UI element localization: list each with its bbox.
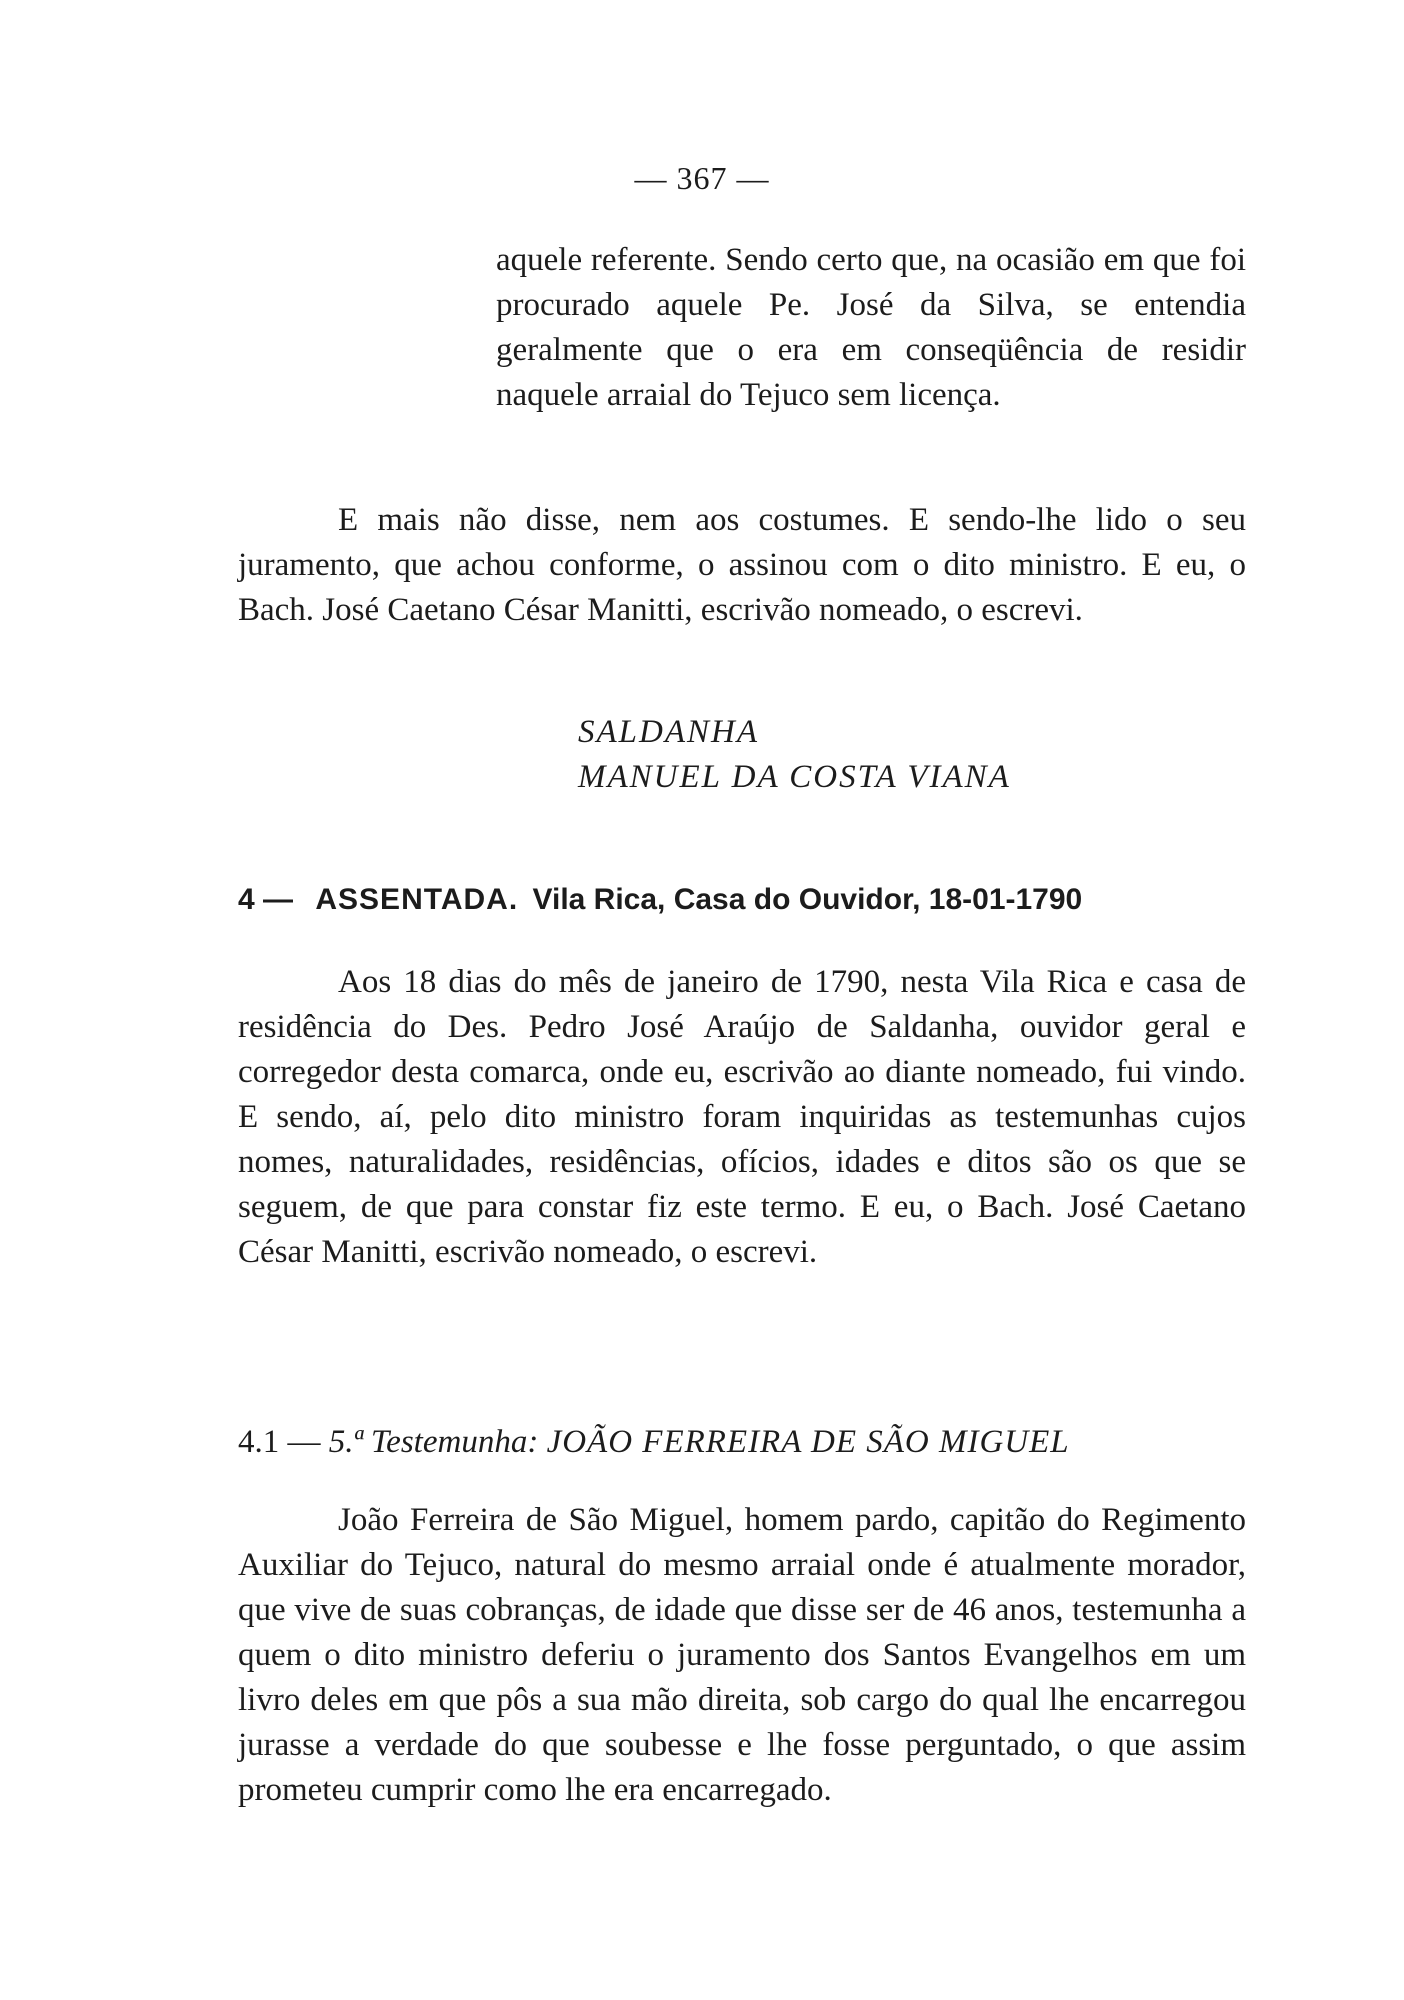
section-heading	[238, 880, 1246, 920]
witness-name: JOÃO FERREIRA DE SÃO MIGUEL	[546, 1424, 1070, 1460]
section-number: 4 —	[238, 883, 294, 916]
quote-continuation-text: aquele referente. Sendo certo que, na ocasião em que foi procurado aquele Pe. José da Silva, se entendia geralmente que o era em conseqüência de residir naquele arraial do Tejuco sem licença.	[496, 242, 1246, 413]
witness-ordinal: 5.ª	[328, 1424, 363, 1460]
assentada-paragraph	[238, 960, 1246, 1275]
signature-manuel-da-costa-viana: MANUEL DA COSTA VIANA	[578, 759, 1011, 795]
witness-number: 4.1 —	[238, 1424, 321, 1460]
witness-label: Testemunha:	[370, 1424, 539, 1460]
assentada-paragraph-text: Aos 18 dias do mês de janeiro de 1790, nesta Vila Rica e casa de residência do Des. Pedro José Araújo de Saldanha, ouvidor geral e corregedor desta comarca, onde eu, escrivão ao diante nomeado, fui vindo. E sendo, aí, pelo dito ministro foram inquiridas as testemunhas cujos nomes, naturalidades, residências, ofícios, idades e ditos são os que se seguem, de que para constar fiz este termo. E eu, o Bach. José Caetano César Manitti, escrivão nomeado, o escrevi.	[238, 964, 1246, 1270]
witness-heading	[238, 1420, 1246, 1465]
closing-paragraph-text: E mais não disse, nem aos costumes. E sendo-lhe lido o seu juramento, que achou conforme, o assinou com o dito ministro. E eu, o Bach. José Caetano César Manitti, escrivão nomeado, o escrevi.	[238, 502, 1246, 628]
signature-saldanha: SALDANHA	[578, 714, 759, 750]
page-number: — 367 —	[634, 160, 770, 196]
section-title: ASSENTADA.	[315, 883, 519, 916]
section-place-date: Vila Rica, Casa do Ouvidor, 18-01-1790	[532, 883, 1083, 916]
signatures	[578, 710, 1011, 800]
witness-paragraph	[238, 1498, 1246, 1813]
witness-paragraph-text: João Ferreira de São Miguel, homem pardo, capitão do Regimento Auxiliar do Tejuco, natural do mesmo arraial onde é atualmente morador, que vive de suas cobranças, de idade que disse ser de 46 anos, testemunha a quem o dito ministro deferiu o juramento dos Santos Evangelhos em um livro deles em que pôs a sua mão direita, sob cargo do qual lhe encarregou jurasse a verdade do que soubesse e lhe fosse perguntado, o que assim prometeu cumprir como lhe era encarregado.	[238, 1502, 1246, 1808]
closing-paragraph	[238, 498, 1246, 633]
quote-continuation	[496, 238, 1246, 418]
